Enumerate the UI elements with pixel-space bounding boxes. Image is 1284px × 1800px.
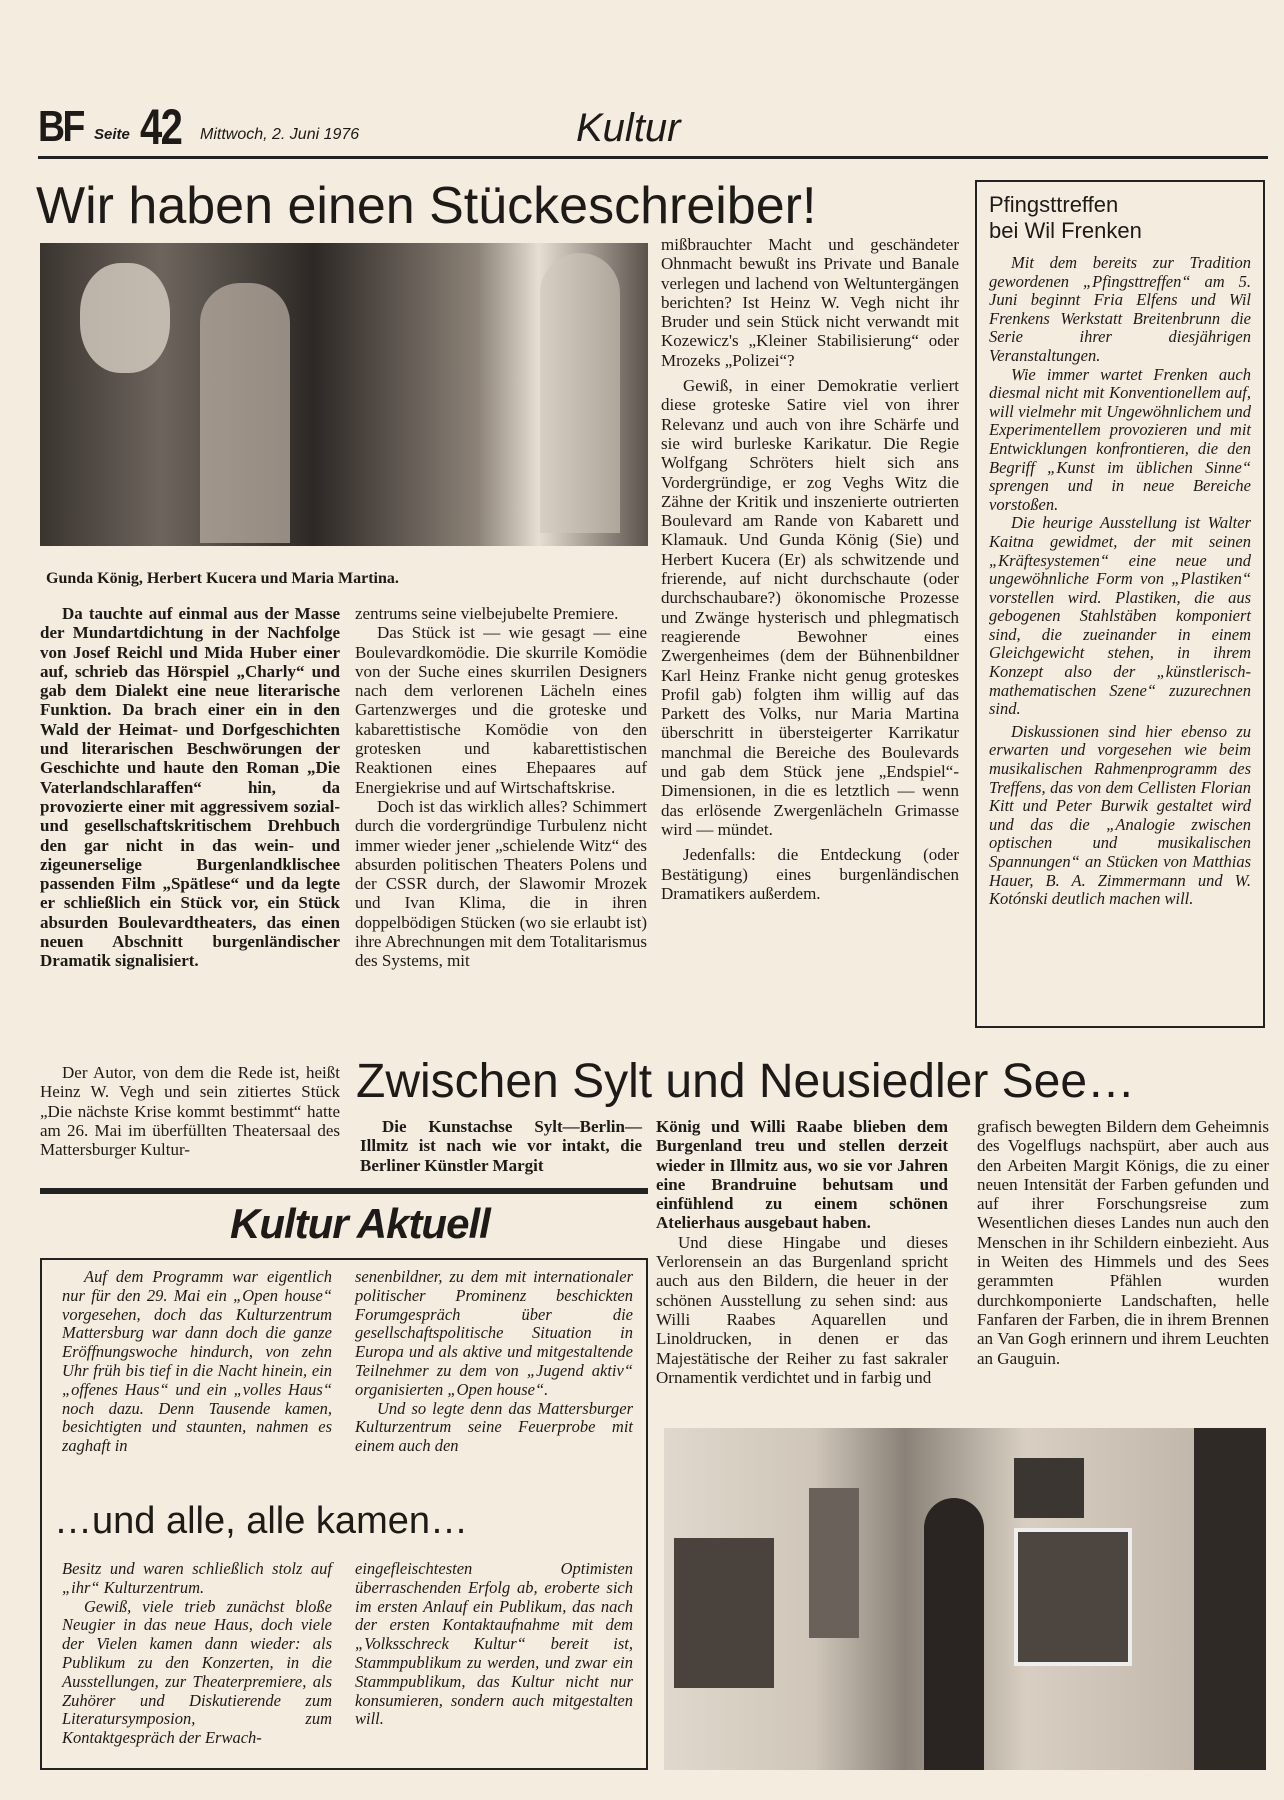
masthead-rule bbox=[38, 156, 1268, 159]
section-title: Kultur bbox=[576, 106, 681, 150]
article1-col3: mißbrauchter Macht und geschändeter Ohnmacht bewußt ins Private und Banale verlegen und lachend von Weltuntergängen berichten? Ist Heinz W. Vegh nicht ihr Bruder und sein Stück nicht verwandt mit Kozewicz's „Kleiner Stabilisierung“ oder Mrozeks „Polizei“? Gewiß, in einer Demokratie verliert diese groteske Satire viel von ihrer Relevanz und auch von ihre Schärfe und sie wird burleske Karikatur. Die Regie Wolfgang Schröters hielt sich ans Vordergründige, er zog Veghs Witz die Zähne der Kritik und inszenierte outrierten Boulevard am Rande von Kabarett und Klamauk. Und Gunda König (Sie) und Herbert Kucera (Er) als schwitzende und frierende, auf nicht durchschaute (oder durchschaubare?) ökonomische Prozesse und Zwänge hysterisch und phlegmatisch reagierende Bewohner eines Zwergenheimes (dem der Bühnenbildner Karl Heinz Franke nicht genug groteskes Profil gab) folgten ihm willig auf das Parkett des Volks, nur Maria Martina überschritt in übersteigerter Karrikatur manchmal die Bereiche des Boulevards und gab dem Stück jene „Endspiel“-Dimensionen, in die es letztlich — wenn das erlösende Zwergenlächeln Grimasse wird — mündet. Jedenfalls: die Entdeckung (oder Bestätigung) eines burgenländischen Dramatikers außerdem. bbox=[661, 235, 959, 903]
sidebar-text: Mit dem bereits zur Tradition gewordenen „Pfingsttreffen“ am 5. Juni beginnt Fria Elfens und Wil Frenkens Werkstatt Breitenbrunn die Serie ihrer diesjährigen Veranstaltungen. Wie immer wartet Frenken auch diesmal nicht mit Konventionellem auf, will vielmehr mit Ungewöhnlichem und Experimentellem provozieren und mit Entwicklungen konfrontieren, die den Begriff „Kunst im üblichen Sinne“ sprengen und in neue Bereiche vorstoßen. Die heurige Ausstellung ist Walter Kaitna gewidmet, der mit seinen „Kräftesystemen“ eine neue und ungewöhnliche Form von „Plastiken“ vorstellen wird. Plastiken, die aus gebogenen Stahlstäben komponiert sind, die zueinander in einem Gleichgewicht stehen, in ihrem Konzept also der „künstlerisch-mathematischen Szene“ zuzurechnen sind. Diskussionen sind hier ebenso zu erwarten und vorgesehen wie beim musikalischen Rahmenprogramm des Treffens, das von dem Cellisten Florian Kitt und Peter Burwik gestaltet wird und das die „Analogie zwischen optischen und musikalischen Spannungen“ an Stücken von Matthias Hauer, B. A. Zimmermann und W. Kotónski deutlich machen will. bbox=[989, 253, 1251, 909]
kultur-aktuell-bottom-col2: eingefleischtesten Optimisten überraschenden Erfolg ab, eroberte sich im ersten Anlauf ein Publikum, das nach der ersten Kontaktaufnahme mit dem „Volksschreck Kultur“ bereit ist, Stammpublikum zu werden, und zwar ein Stammpublikum, das Kultur nicht nur konsumieren, sondern auch mitgestalten will. bbox=[355, 1559, 633, 1729]
kultur-aktuell-box bbox=[40, 1258, 648, 1770]
kultur-aktuell-bottom-col1: Besitz und waren schließlich stolz auf „ihr“ Kulturzentrum. Gewiß, viele trieb zunächst bloße Neugier in das neue Haus, doch viele der Vielen kamen dann wieder: als Publikum zu den Konzerten, in die Ausstellungen, zur Theaterpremiere, als Zuhörer und Diskutierende zum Literatursymposion, zum Kontaktgespräch der Erwach- bbox=[62, 1559, 332, 1748]
photo-actors bbox=[40, 243, 648, 546]
logo: BF bbox=[38, 102, 83, 151]
article1-col1: Der Autor, von dem die Rede ist, heißt Heinz W. Vegh und sein zitiertes Stück „Die nächste Krise kommt bestimmt“ hatte am 26. Mai im überfüllten Theatersaal des Mattersburger Kultur- bbox=[40, 1063, 340, 1160]
masthead bbox=[38, 100, 1268, 156]
seite-label: Seite bbox=[94, 126, 130, 143]
article2-col-c: grafisch bewegten Bildern dem Geheimnis des Vogelflugs nachspürt, aber auch aus den Arbeiten Margit Königs, die zu einer neuen Intensität der Farben gefunden und auf ihrer Forschungsreise zum Wesentlichen dieses Landes nun auch den Menschen in ihr Schildern einbezieht. Aus in Weiten des Himmels und des Sees gerammten Pfählen wurden durchkomponierte Landschaften, helle Fanfaren der Farben, die in ihrem Brennen an Van Gogh erinnern und ihrem Leuchten an Gauguin. bbox=[977, 1117, 1269, 1368]
photo-artist-exhibition bbox=[664, 1428, 1266, 1770]
kultur-aktuell-heading: Kultur Aktuell bbox=[230, 1200, 490, 1247]
kultur-aktuell-top-col2: senenbildner, zu dem mit internationaler politischer Prominenz beschickten Forumgespräch über die gesellschaftspolitische Situation in Europa und als aktive und mitgestaltende Teilnehmer zu dem von „Jugend aktiv“ organisierten „Open house“. Und so legte denn das Mattersburger Kulturzentrum seine Feuerprobe mit einem auch den bbox=[355, 1267, 633, 1456]
article2-col-b: König und Willi Raabe blieben dem Burgenland treu und stellen derzeit wieder in Illmitz aus, wo sie vor Jahren eine Brandruine behutsam und einfühlend zu einem schönen Atelierhaus ausgebaut haben. Und diese Hingabe und dieses Verlorensein an das Burgenland spricht auch aus den Bildern, die heuer in der schönen Ausstellung zu sehen sind: aus Willi Raabes Aquarellen und Linoldrucken, in denen er das Majestätische der Reiher zu fast sakraler Ornamentik verdichtet und in farbig und bbox=[656, 1117, 948, 1387]
kultur-aktuell-rule bbox=[40, 1188, 648, 1194]
article1-lead: Da tauchte auf einmal aus der Masse der Mundartdichtung in der Nachfolge von Josef Reichl und Mida Huber einer auf, schrieb das Hörspiel „Charly“ und gab dem Dialekt eine neue literarische Funktion. Da brach einer ein in den Wald der Heimat- und Dorfgeschichten und literarischen Beschwörungen der Geschichte und haute den Roman „Die Vaterlandschlaraffen“ hin, da provozierte einer mit aggressivem sozial- und gesellschaftskritischem Drehbuch den gar nicht in das wein- und zigeunerselige Burgenlandklischee passenden Film „Spätlese“ und da legte er schließlich ein Stück vor, ein Stück absurden Boulevardtheaters, das einen neuen Abschnitt burgenländischer Dramatik signalisiert. bbox=[40, 604, 340, 971]
sidebar-box bbox=[975, 180, 1265, 1028]
page-number: 42 bbox=[140, 99, 182, 155]
headline-article2: Zwischen Sylt und Neusiedler See… bbox=[356, 1055, 1136, 1108]
article2-lead-a: Die Kunstachse Sylt—Berlin—Illmitz ist nach wie vor intakt, die Berliner Künstler Margit bbox=[360, 1117, 642, 1175]
issue-date: Mittwoch, 2. Juni 1976 bbox=[200, 126, 360, 143]
sidebar-headline: Pfingsttreffen bei Wil Frenken bbox=[989, 192, 1142, 243]
kultur-aktuell-subheading: …und alle, alle kamen… bbox=[54, 1500, 468, 1542]
article1-col2: zentrums seine vielbejubelte Premiere. Das Stück ist — wie gesagt — eine Boulevardkomödie. Die skurrile Komödie von der Suche eines skurrilen Designers nach dem verlorenen Lächeln eines Gartenzwerges und die groteske und kabarettistische Komödie von den grotesken und kabarettistischen Reaktionen eines Ehepaares auf Energiekrise und auf Wirtschaftskrise. Doch ist das wirklich alles? Schimmert durch die vordergründige Turbulenz nicht immer wieder jener „schielende Witz“ des absurden politischen Theaters Polens und der CSSR durch, der Slawomir Mrozek und Ivan Klima, die in ihren doppelbödigen Stücken (wo sie erlaubt ist) ihre Abrechnungen mit dem Totalitarismus des Systems, mit bbox=[355, 604, 647, 971]
kultur-aktuell-top-col1: Auf dem Programm war eigentlich nur für den 29. Mai ein „Open house“ vorgesehen, doch das Kulturzentrum Mattersburg war dann doch die ganze Eröffnungswoche hindurch, von zehn Uhr früh bis tief in die Nacht hinein, ein „offenes Haus“ und ein „volles Haus“ noch dazu. Denn Tausende kamen, besichtigten und staunten, nahmen es zaghaft in bbox=[62, 1267, 332, 1456]
headline-article1: Wir haben einen Stückeschreiber! bbox=[36, 177, 817, 235]
photo-caption: Gunda König, Herbert Kucera und Maria Martina. bbox=[46, 570, 399, 587]
